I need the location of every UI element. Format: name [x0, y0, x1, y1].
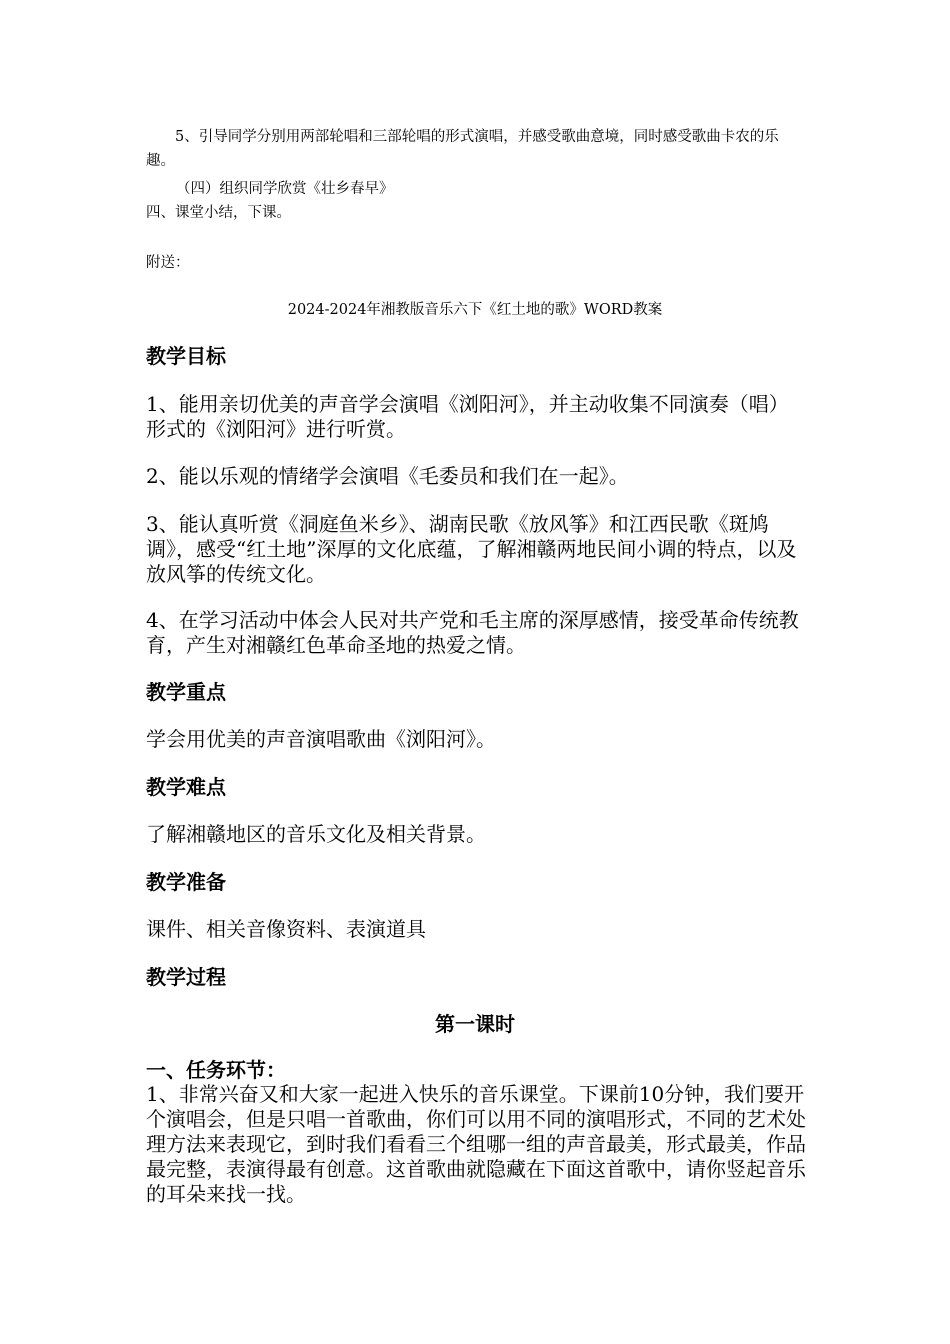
- goal-item-1: 1、能用亲切优美的声音学会演唱《浏阳河》，并主动收集不同演奏（唱）形式的《浏阳河》进行听赏。: [146, 392, 789, 441]
- goals-heading: 教学目标: [146, 344, 226, 368]
- step-number: 一、: [146, 1058, 186, 1082]
- key-text: 学会用优美的声音演唱歌曲《浏阳河》。: [146, 727, 496, 751]
- step-title: 任务环节：: [186, 1058, 286, 1082]
- difficulty-text: 了解湘赣地区的音乐文化及相关背景。: [146, 822, 486, 846]
- intro-item-4: （四）组织同学欣赏《壮乡春早》: [176, 181, 394, 197]
- key-heading: 教学重点: [146, 680, 226, 704]
- intro-step-5: 5、引导同学分别用两部轮唱和三部轮唱的形式演唱，并感受歌曲意境，同时感受歌曲卡农的乐趣。: [146, 129, 779, 169]
- lesson-title: 第一课时: [435, 1012, 515, 1036]
- prep-heading: 教学准备: [146, 870, 226, 894]
- goal-item-2: 2、能以乐观的情绪学会演唱《毛委员和我们在一起》。: [146, 464, 629, 488]
- lesson-paragraph: 1、非常兴奋又和大家一起进入快乐的音乐课堂。下课前10分钟，我们要开个演唱会，但是只唱一首歌曲，你们可以用不同的演唱形式，不同的艺术处理方法来表现它，到时我们看看三个组哪一组的声音最美，形式最美，作品最完整，表演得最有创意。这首歌曲就隐藏在下面这首歌中，请你竖起音乐的耳朵来找一找。: [146, 1082, 806, 1206]
- intro-summary: 四、课堂小结，下课。: [146, 205, 291, 221]
- difficulty-heading: 教学难点: [146, 775, 226, 799]
- goal-item-4: 4、在学习活动中体会人民对共产党和毛主席的深厚感情，接受革命传统教育，产生对湘赣红色革命圣地的热爱之情。: [146, 608, 799, 657]
- prep-text: 课件、相关音像资料、表演道具: [146, 917, 426, 941]
- step-heading: [146, 1057, 286, 1083]
- goal-item-3: 3、能认真听赏《洞庭鱼米乡》、湖南民歌《放风筝》和江西民歌《斑鸠调》，感受“红土地”深厚的文化底蕴，了解湘赣两地民间小调的特点，以及放风筝的传统文化。: [146, 512, 797, 586]
- process-heading: 教学过程: [146, 965, 226, 989]
- attached-label: 附送：: [146, 255, 190, 271]
- document-title: 2024-2024年湘教版音乐六下《红土地的歌》WORD教案: [287, 302, 663, 318]
